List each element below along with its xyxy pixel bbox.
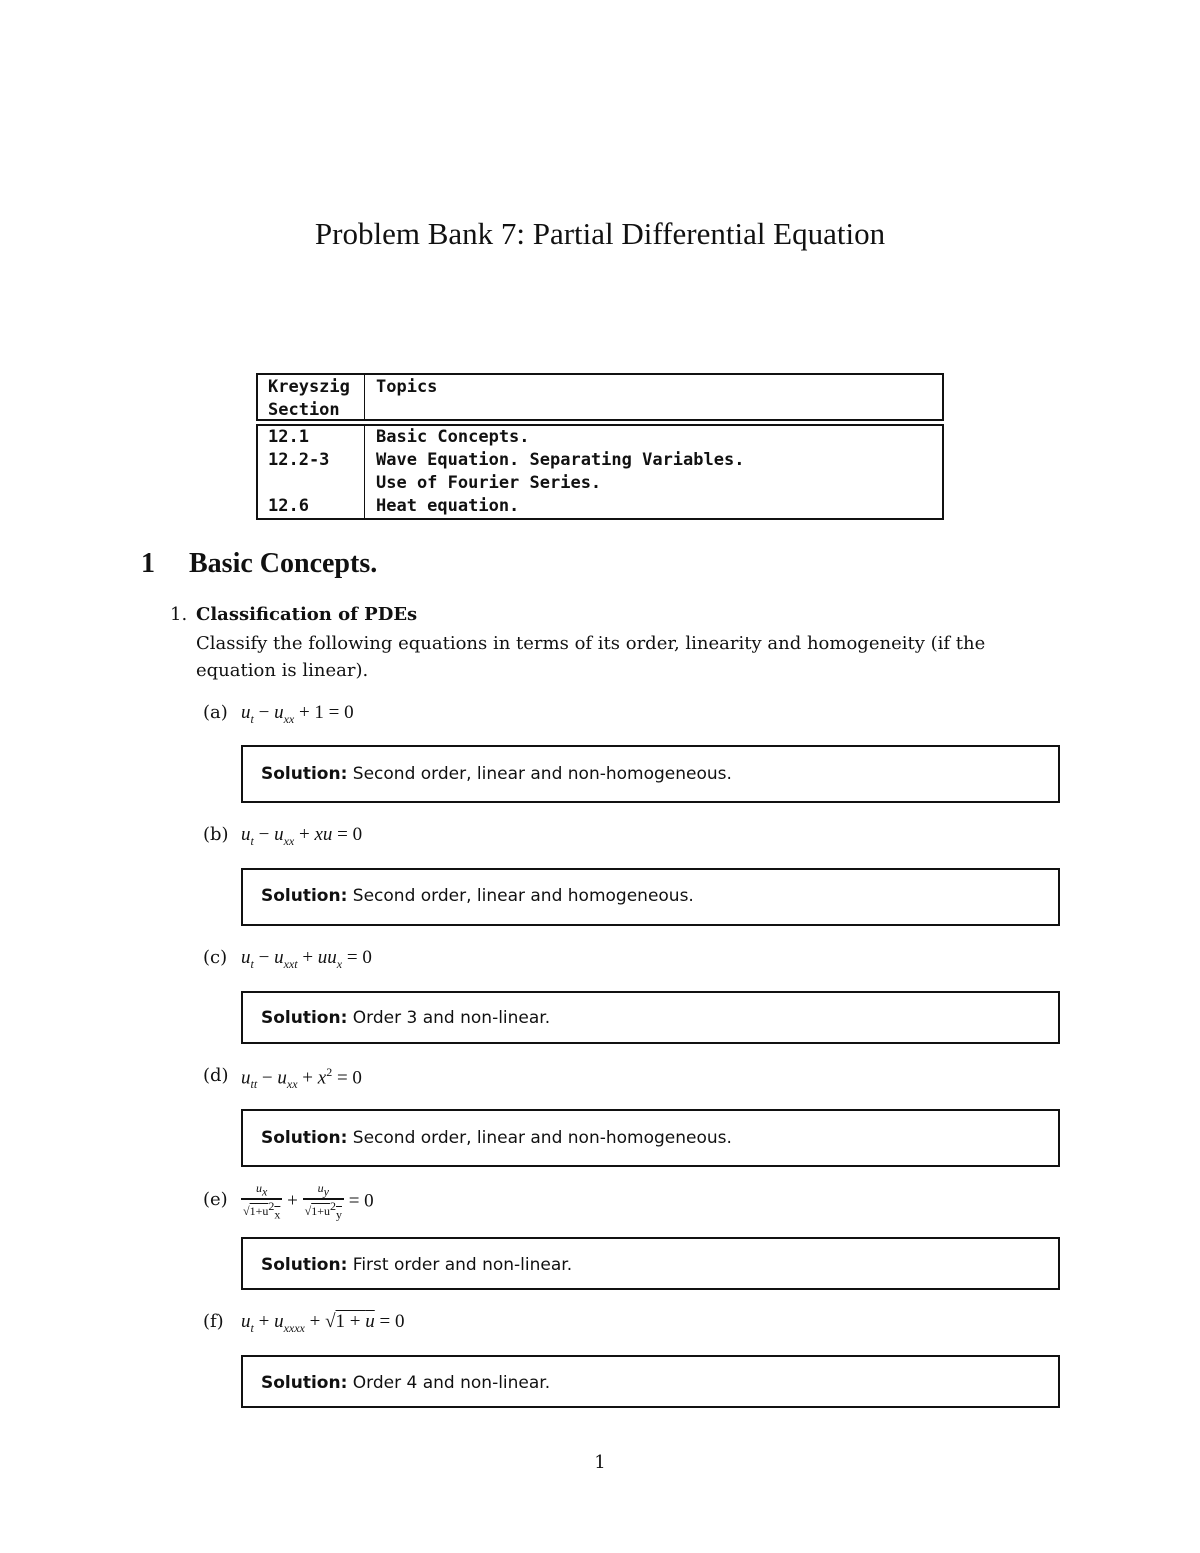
equation: $u_t - u_{xx} + 1 = 0$: [241, 702, 354, 726]
solution-box: [241, 991, 1060, 1044]
section-title: Basic Concepts.: [189, 548, 378, 579]
problem-description: Classify the following equations in terms of its order, linearity and homogeneity (if the equation is linear).: [196, 633, 986, 681]
problem-title: Classification of PDEs: [196, 604, 418, 625]
part-label: (b): [203, 824, 229, 845]
solution-answer: Order 4 and non-linear.: [352, 1373, 551, 1393]
header-topics: Topics: [376, 377, 438, 397]
solution-label: Solution:: [261, 764, 348, 784]
solution-text: [261, 1128, 732, 1148]
solution-label: Solution:: [261, 1373, 348, 1393]
row-topic: Use of Fourier Series.: [376, 473, 602, 493]
solution-box: [241, 1355, 1060, 1408]
solution-box: [241, 1109, 1060, 1167]
solution-label: Solution:: [261, 886, 348, 906]
header-kreyszig-section: [268, 376, 350, 422]
section-heading: [141, 548, 377, 580]
part-label: (e): [203, 1189, 228, 1210]
solution-box: [241, 1237, 1060, 1290]
equation: $u_t - u_{xx}$ + xu = 0: [241, 824, 363, 848]
part-label: (d): [203, 1065, 229, 1086]
solution-box: [241, 745, 1060, 803]
solution-answer: Second order, linear and non-homogeneous.: [352, 1128, 732, 1148]
solution-answer: Second order, linear and homogeneous.: [352, 886, 694, 906]
solution-answer: Order 3 and non-linear.: [352, 1008, 551, 1028]
solution-box: [241, 868, 1060, 926]
solution-text: [261, 764, 732, 784]
fraction: $\frac{u_x}{√1+u^2_x}$: [243, 1181, 281, 1222]
equation: $u_{tt} - u_{xx} + x^2 = 0$: [241, 1065, 362, 1092]
topics-table-body: [256, 424, 944, 520]
table-divider: [364, 375, 365, 419]
page-title: Problem Bank 7: Partial Differential Equation: [314, 216, 886, 251]
solution-text: [261, 886, 694, 906]
solution-text: [261, 1373, 550, 1393]
solution-label: Solution:: [261, 1008, 348, 1028]
solution-answer: Second order, linear and non-homogeneous.: [352, 764, 732, 784]
topics-table-header: [256, 373, 944, 421]
row-topic: Heat equation.: [376, 496, 520, 516]
part-label: (c): [203, 947, 228, 968]
row-topic: Wave Equation. Separating Variables.: [376, 450, 745, 470]
part-label: (a): [203, 702, 228, 723]
solution-label: Solution:: [261, 1128, 348, 1148]
problem-number: 1.: [170, 604, 188, 625]
row-section: 12.2-3: [268, 450, 330, 470]
header-kreyszig: Kreyszig: [268, 377, 350, 397]
table-divider: [364, 426, 365, 518]
equation: $\frac{u_x}{√1+u^2_x}$ + $\frac{u_y}{√1+u^2_y}$ = 0: [243, 1181, 374, 1222]
topics-table: [256, 373, 944, 520]
equation: $u_t + u_{xxxx} + √1 + \overline{u} = 0$: [241, 1311, 405, 1335]
part-label: (f): [203, 1311, 224, 1332]
row-section: 12.1: [268, 427, 309, 447]
solution-text: [261, 1255, 572, 1275]
row-topic: Basic Concepts.: [376, 427, 530, 447]
row-section: 12.6: [268, 496, 309, 516]
page-number: 1: [594, 1452, 606, 1473]
solution-text: [261, 1008, 550, 1028]
equation: $u_t - u_{xxt} + uu_x = 0$: [241, 947, 372, 971]
fraction: $\frac{u_y}{√1+u^2_y}$: [304, 1181, 342, 1222]
section-number: 1: [141, 548, 155, 579]
solution-label: Solution:: [261, 1255, 348, 1275]
solution-answer: First order and non-linear.: [352, 1255, 573, 1275]
header-section: Section: [268, 400, 340, 420]
